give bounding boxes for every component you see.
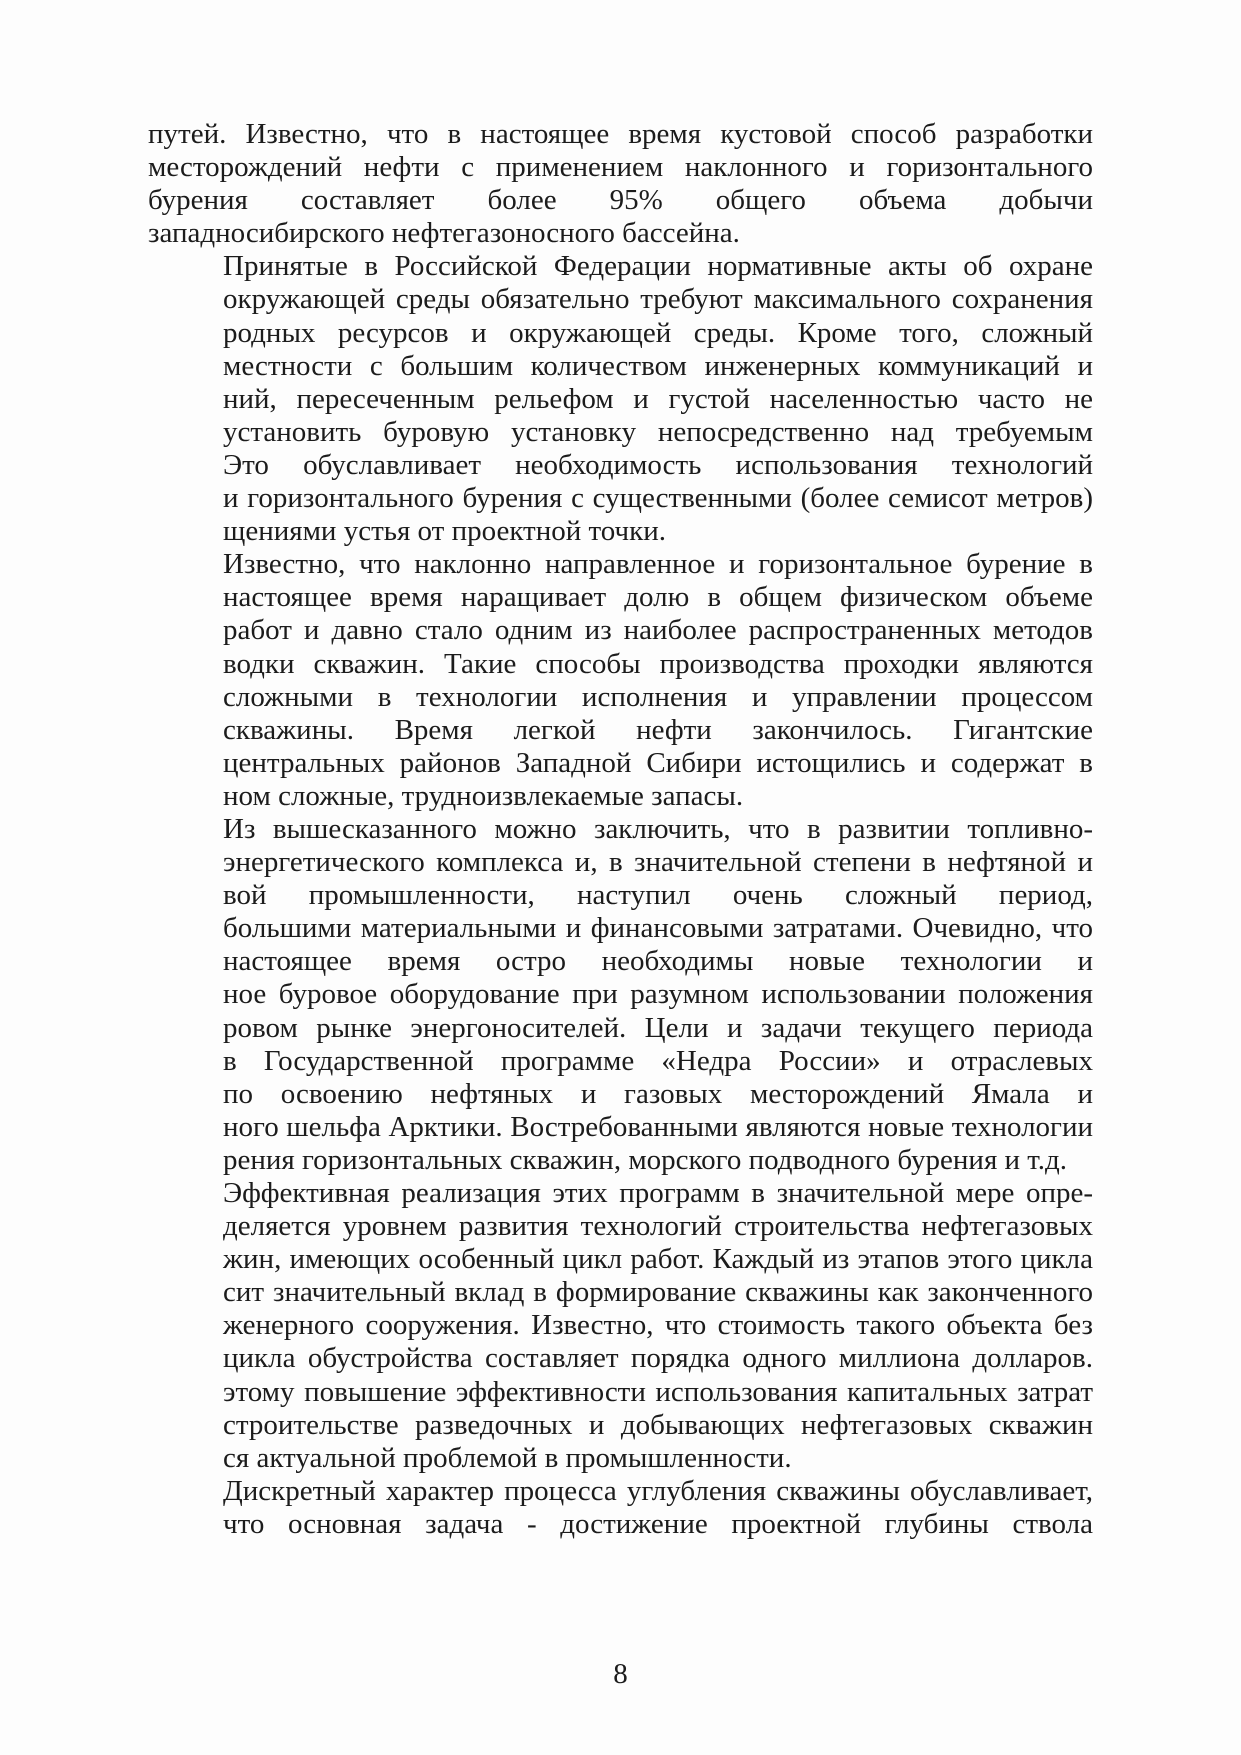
text-line: настоящее время наращивает долю в общем физическом объеме bbox=[223, 581, 1093, 614]
text-line: энергетического комплекса и, в значительной степени в нефтяной и bbox=[223, 846, 1093, 879]
text-line: ном сложные, трудноизвлекаемые запасы. bbox=[223, 779, 744, 812]
page-number: 8 bbox=[613, 1658, 628, 1690]
text-line: ся актуальной проблемой в промышленности. bbox=[223, 1441, 792, 1474]
paragraph-4 bbox=[148, 813, 1093, 1177]
text-line: сит значительный вклад в формирование скважины как законченного bbox=[223, 1276, 1093, 1309]
text-line: по освоению нефтяных и газовых месторождений Ямала и bbox=[223, 1077, 1093, 1110]
text-line: этому повышение эффективности использования капитальных затрат bbox=[223, 1375, 1093, 1408]
text-line: месторождений нефти с применением наклонного и горизонтального bbox=[148, 151, 1093, 184]
text-line: работ и давно стало одним из наиболее распространенных методов bbox=[223, 614, 1093, 647]
text-line: западносибирского нефтегазоносного бассейна. bbox=[148, 217, 740, 250]
text-line: центральных районов Западной Сибири истощились и содержат в bbox=[223, 746, 1093, 779]
text-line: сложными в технологии исполнения и управлении процессом bbox=[223, 680, 1093, 713]
text-line: что основная задача - достижение проектной глубины ствола bbox=[223, 1507, 1093, 1540]
text-line: деляется уровнем развития технологий строительства нефтегазовых bbox=[223, 1210, 1093, 1243]
text-line: путей. Известно, что в настоящее время кустовой способ разработки bbox=[148, 118, 1093, 150]
text-line: скважины. Время легкой нефти закончилось. Гигантские bbox=[223, 713, 1093, 746]
text-line: щениями устья от проектной точки. bbox=[223, 515, 667, 548]
text-line: водки скважин. Такие способы производства проходки являются bbox=[223, 647, 1093, 680]
text-line: Эффективная реализация этих программ в значительной мере опре- bbox=[223, 1177, 1093, 1209]
text-line: рения горизонтальных скважин, морского подводного бурения и т.д. bbox=[223, 1143, 1068, 1176]
text-line: ное буровое оборудование при разумном использовании положения bbox=[223, 978, 1093, 1011]
paragraph-1 bbox=[148, 118, 1093, 250]
text-line: в Государственной программе «Недра России» и отраслевых bbox=[223, 1044, 1093, 1077]
text-line: Из вышесказанного можно заключить, что в развитии топливно- bbox=[223, 812, 1093, 845]
text-line: Дискретный характер процесса углубления скважины обуславливает, bbox=[223, 1474, 1093, 1507]
text-line: женерного сооружения. Известно, что стоимость такого объекта без bbox=[223, 1309, 1093, 1342]
text-line: ного шельфа Арктики. Востребованными являются новые технологии bbox=[223, 1110, 1093, 1143]
text-line: местности с большим количеством инженерных коммуникаций и bbox=[223, 349, 1093, 382]
text-line: ний, пересеченным рельефом и густой населенностью часто не bbox=[223, 382, 1093, 415]
text-line: Известно, что наклонно направленное и горизонтальное бурение в bbox=[223, 548, 1093, 581]
paragraph-5 bbox=[148, 1177, 1093, 1475]
text-line: большими материальными и финансовыми затратами. Очевидно, что bbox=[223, 912, 1093, 945]
paragraph-6 bbox=[148, 1475, 1093, 1541]
paragraph-2 bbox=[148, 250, 1093, 548]
text-line: Принятые в Российской Федерации нормативные акты об охране bbox=[223, 250, 1093, 283]
text-line: вой промышленности, наступил очень сложный период, bbox=[223, 879, 1093, 912]
body-text bbox=[148, 118, 1093, 1541]
text-line: и горизонтального бурения с существенными (более семисот метров) bbox=[223, 482, 1093, 515]
paragraph-3 bbox=[148, 548, 1093, 813]
text-line: ровом рынке энергоносителей. Цели и задачи текущего периода bbox=[223, 1011, 1093, 1044]
text-line: родных ресурсов и окружающей среды. Кроме того, сложный bbox=[223, 316, 1093, 349]
text-line: настоящее время остро необходимы новые технологии и bbox=[223, 945, 1093, 978]
text-line: установить буровую установку непосредственно над требуемым bbox=[223, 415, 1093, 448]
text-line: цикла обустройства составляет порядка одного миллиона долларов. bbox=[223, 1342, 1093, 1375]
text-line: Это обуславливает необходимость использования технологий bbox=[223, 448, 1093, 481]
text-line: строительстве разведочных и добывающих нефтегазовых скважин bbox=[223, 1408, 1093, 1441]
text-line: окружающей среды обязательно требуют максимального сохранения bbox=[223, 283, 1093, 316]
text-line: жин, имеющих особенный цикл работ. Каждый из этапов этого цикла bbox=[223, 1243, 1093, 1276]
text-line: бурения составляет более 95% общего объема добычи bbox=[148, 184, 1093, 217]
